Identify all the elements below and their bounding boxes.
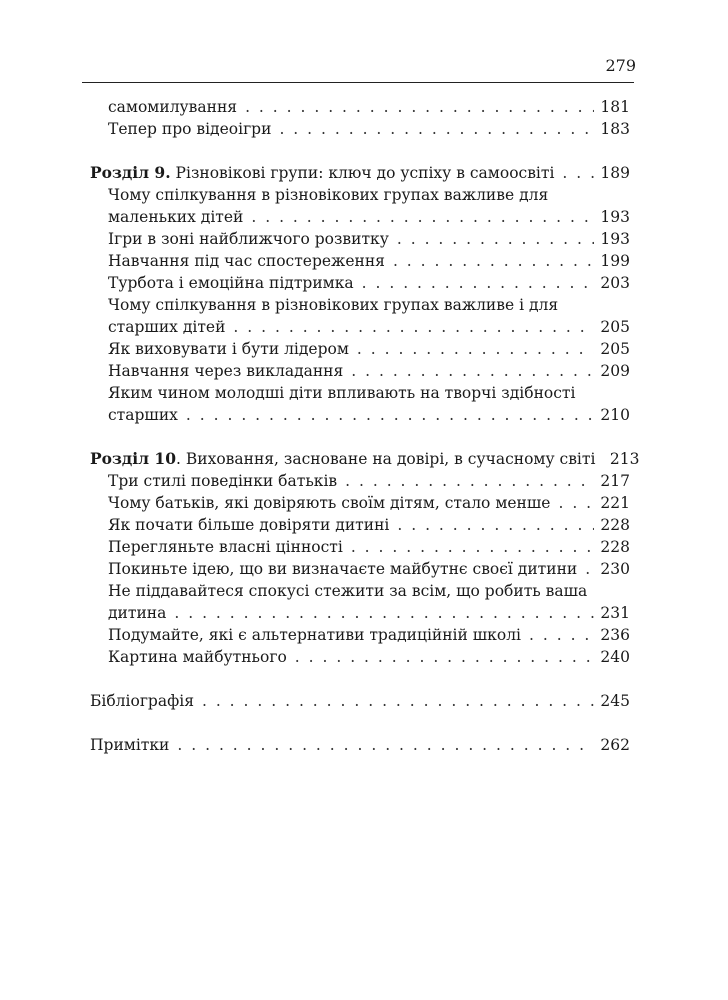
dot-leader [186, 404, 594, 426]
dot-leader [397, 514, 594, 536]
dot-leader [174, 602, 594, 624]
toc-entry-title: самомилування [108, 98, 238, 116]
toc-entry[interactable] [90, 646, 630, 668]
toc-entry-page: 228 [600, 516, 630, 534]
toc-entry-page: 236 [600, 626, 630, 644]
toc-entry-title: Як виховувати і бути лідером [108, 340, 349, 358]
chapter-9-heading[interactable] [90, 162, 630, 184]
toc-entry[interactable] [90, 316, 630, 338]
toc-entry-page: 183 [600, 120, 630, 138]
bibliography-page: 245 [600, 692, 630, 710]
dot-leader [177, 734, 594, 756]
toc-entry-title: Подумайте, які є альтернативи традиційній школі [108, 626, 522, 644]
toc-entry[interactable] [90, 272, 630, 294]
chapter-10-label: Розділ 10 [90, 449, 176, 468]
chapter-10-heading[interactable] [90, 448, 640, 470]
dot-leader [393, 250, 594, 272]
toc-entry[interactable] [90, 624, 630, 646]
toc-entry-page: 230 [600, 560, 630, 578]
toc-entry-title: Навчання через викладання [108, 362, 344, 380]
header-rule [82, 82, 634, 83]
toc-entry-page: 217 [600, 472, 630, 490]
toc-entry[interactable] [90, 338, 630, 360]
toc-entry-title: Картина майбутнього [108, 648, 287, 666]
dot-leader [362, 272, 594, 294]
toc-entry-page: 205 [600, 318, 630, 336]
toc-entry-page: 181 [600, 98, 630, 116]
notes-entry[interactable] [90, 734, 630, 756]
toc-entry-title: старших дітей [108, 318, 226, 336]
dot-leader [351, 536, 594, 558]
toc-entry-page: 199 [600, 252, 630, 270]
notes-page: 262 [600, 736, 630, 754]
toc-entry[interactable] [90, 514, 630, 536]
dot-leader [558, 492, 594, 514]
page-number: 279 [605, 56, 636, 75]
chapter-9-label: Розділ 9. [90, 163, 171, 182]
toc-entry-title: Перегляньте власні цінності [108, 538, 343, 556]
toc-entry-page: 203 [600, 274, 630, 292]
toc-entry[interactable] [90, 558, 630, 580]
toc-entry-page: 193 [600, 208, 630, 226]
toc-entry-first-line[interactable]: Яким чином молодші діти впливають на творчі здібності [108, 384, 576, 402]
toc-entry-first-line[interactable]: Чому спілкування в різновікових групах важливе для [108, 186, 549, 204]
toc-entry-page: 228 [600, 538, 630, 556]
dot-leader [397, 228, 594, 250]
dot-leader [529, 624, 594, 646]
toc-entry[interactable] [90, 250, 630, 272]
bibliography-title: Бібліографія [90, 692, 194, 710]
dot-leader [585, 558, 594, 580]
toc-entry-title: маленьких дітей [108, 208, 244, 226]
dot-leader [233, 316, 594, 338]
toc-entry-first-line[interactable]: Не піддавайтеся спокусі стежити за всім, що робить ваша [108, 582, 588, 600]
toc-entry-page: 210 [600, 406, 630, 424]
dot-leader [351, 360, 594, 382]
toc-entry-title: Ігри в зоні найближчого розвитку [108, 230, 389, 248]
dot-leader [295, 646, 594, 668]
toc-entry-title: Чому батьків, які довіряють своїм дітям, стало менше [108, 494, 551, 512]
chapter-10-page: 213 [609, 450, 640, 468]
dot-leader [245, 96, 594, 118]
toc-entry-page: 240 [600, 648, 630, 666]
chapter-10-title-text: . Виховання, засноване на довірі, в сучасному світі [176, 450, 596, 468]
toc-entry-title: Покиньте ідею, що ви визначаєте майбутнє своєї дитини [108, 560, 578, 578]
dot-leader [357, 338, 594, 360]
toc-entry[interactable] [90, 492, 630, 514]
dot-leader [345, 470, 594, 492]
toc-entry-page: 193 [600, 230, 630, 248]
toc-entry-title: Навчання під час спостереження [108, 252, 385, 270]
dot-leader [562, 162, 594, 184]
dot-leader [279, 118, 594, 140]
dot-leader [202, 690, 594, 712]
toc-entry-title: Турбота і емоційна підтримка [108, 274, 354, 292]
toc-entry-page: 221 [600, 494, 630, 512]
toc-entry-title: Як почати більше довіряти дитині [108, 516, 390, 534]
toc-entry-title: Три стилі поведінки батьків [108, 472, 338, 490]
chapter-9-page: 189 [600, 164, 630, 182]
toc-entry-page: 209 [600, 362, 630, 380]
chapter-9-title [90, 162, 554, 184]
dot-leader [251, 206, 594, 228]
table-of-contents [90, 96, 640, 756]
toc-entry[interactable] [90, 536, 630, 558]
toc-entry-title: дитина [108, 604, 167, 622]
toc-entry-first-line[interactable]: Чому спілкування в різновікових групах важливе і для [108, 296, 559, 314]
toc-entry[interactable] [90, 206, 630, 228]
toc-entry[interactable] [90, 470, 630, 492]
toc-entry[interactable] [90, 602, 630, 624]
toc-entry-title: старших [108, 406, 178, 424]
chapter-9-title-text: Різновікові групи: ключ до успіху в самоосвіті [170, 164, 555, 182]
toc-entry-page: 205 [600, 340, 630, 358]
toc-entry[interactable] [90, 360, 630, 382]
notes-title: Примітки [90, 736, 170, 754]
toc-entry[interactable] [90, 404, 630, 426]
toc-entry[interactable] [90, 96, 630, 118]
chapter-10-title [90, 448, 595, 470]
toc-entry-title: Тепер про відеоігри [108, 120, 272, 138]
toc-entry[interactable] [90, 118, 630, 140]
toc-entry[interactable] [90, 228, 630, 250]
toc-entry-page: 231 [600, 604, 630, 622]
bibliography-entry[interactable] [90, 690, 630, 712]
